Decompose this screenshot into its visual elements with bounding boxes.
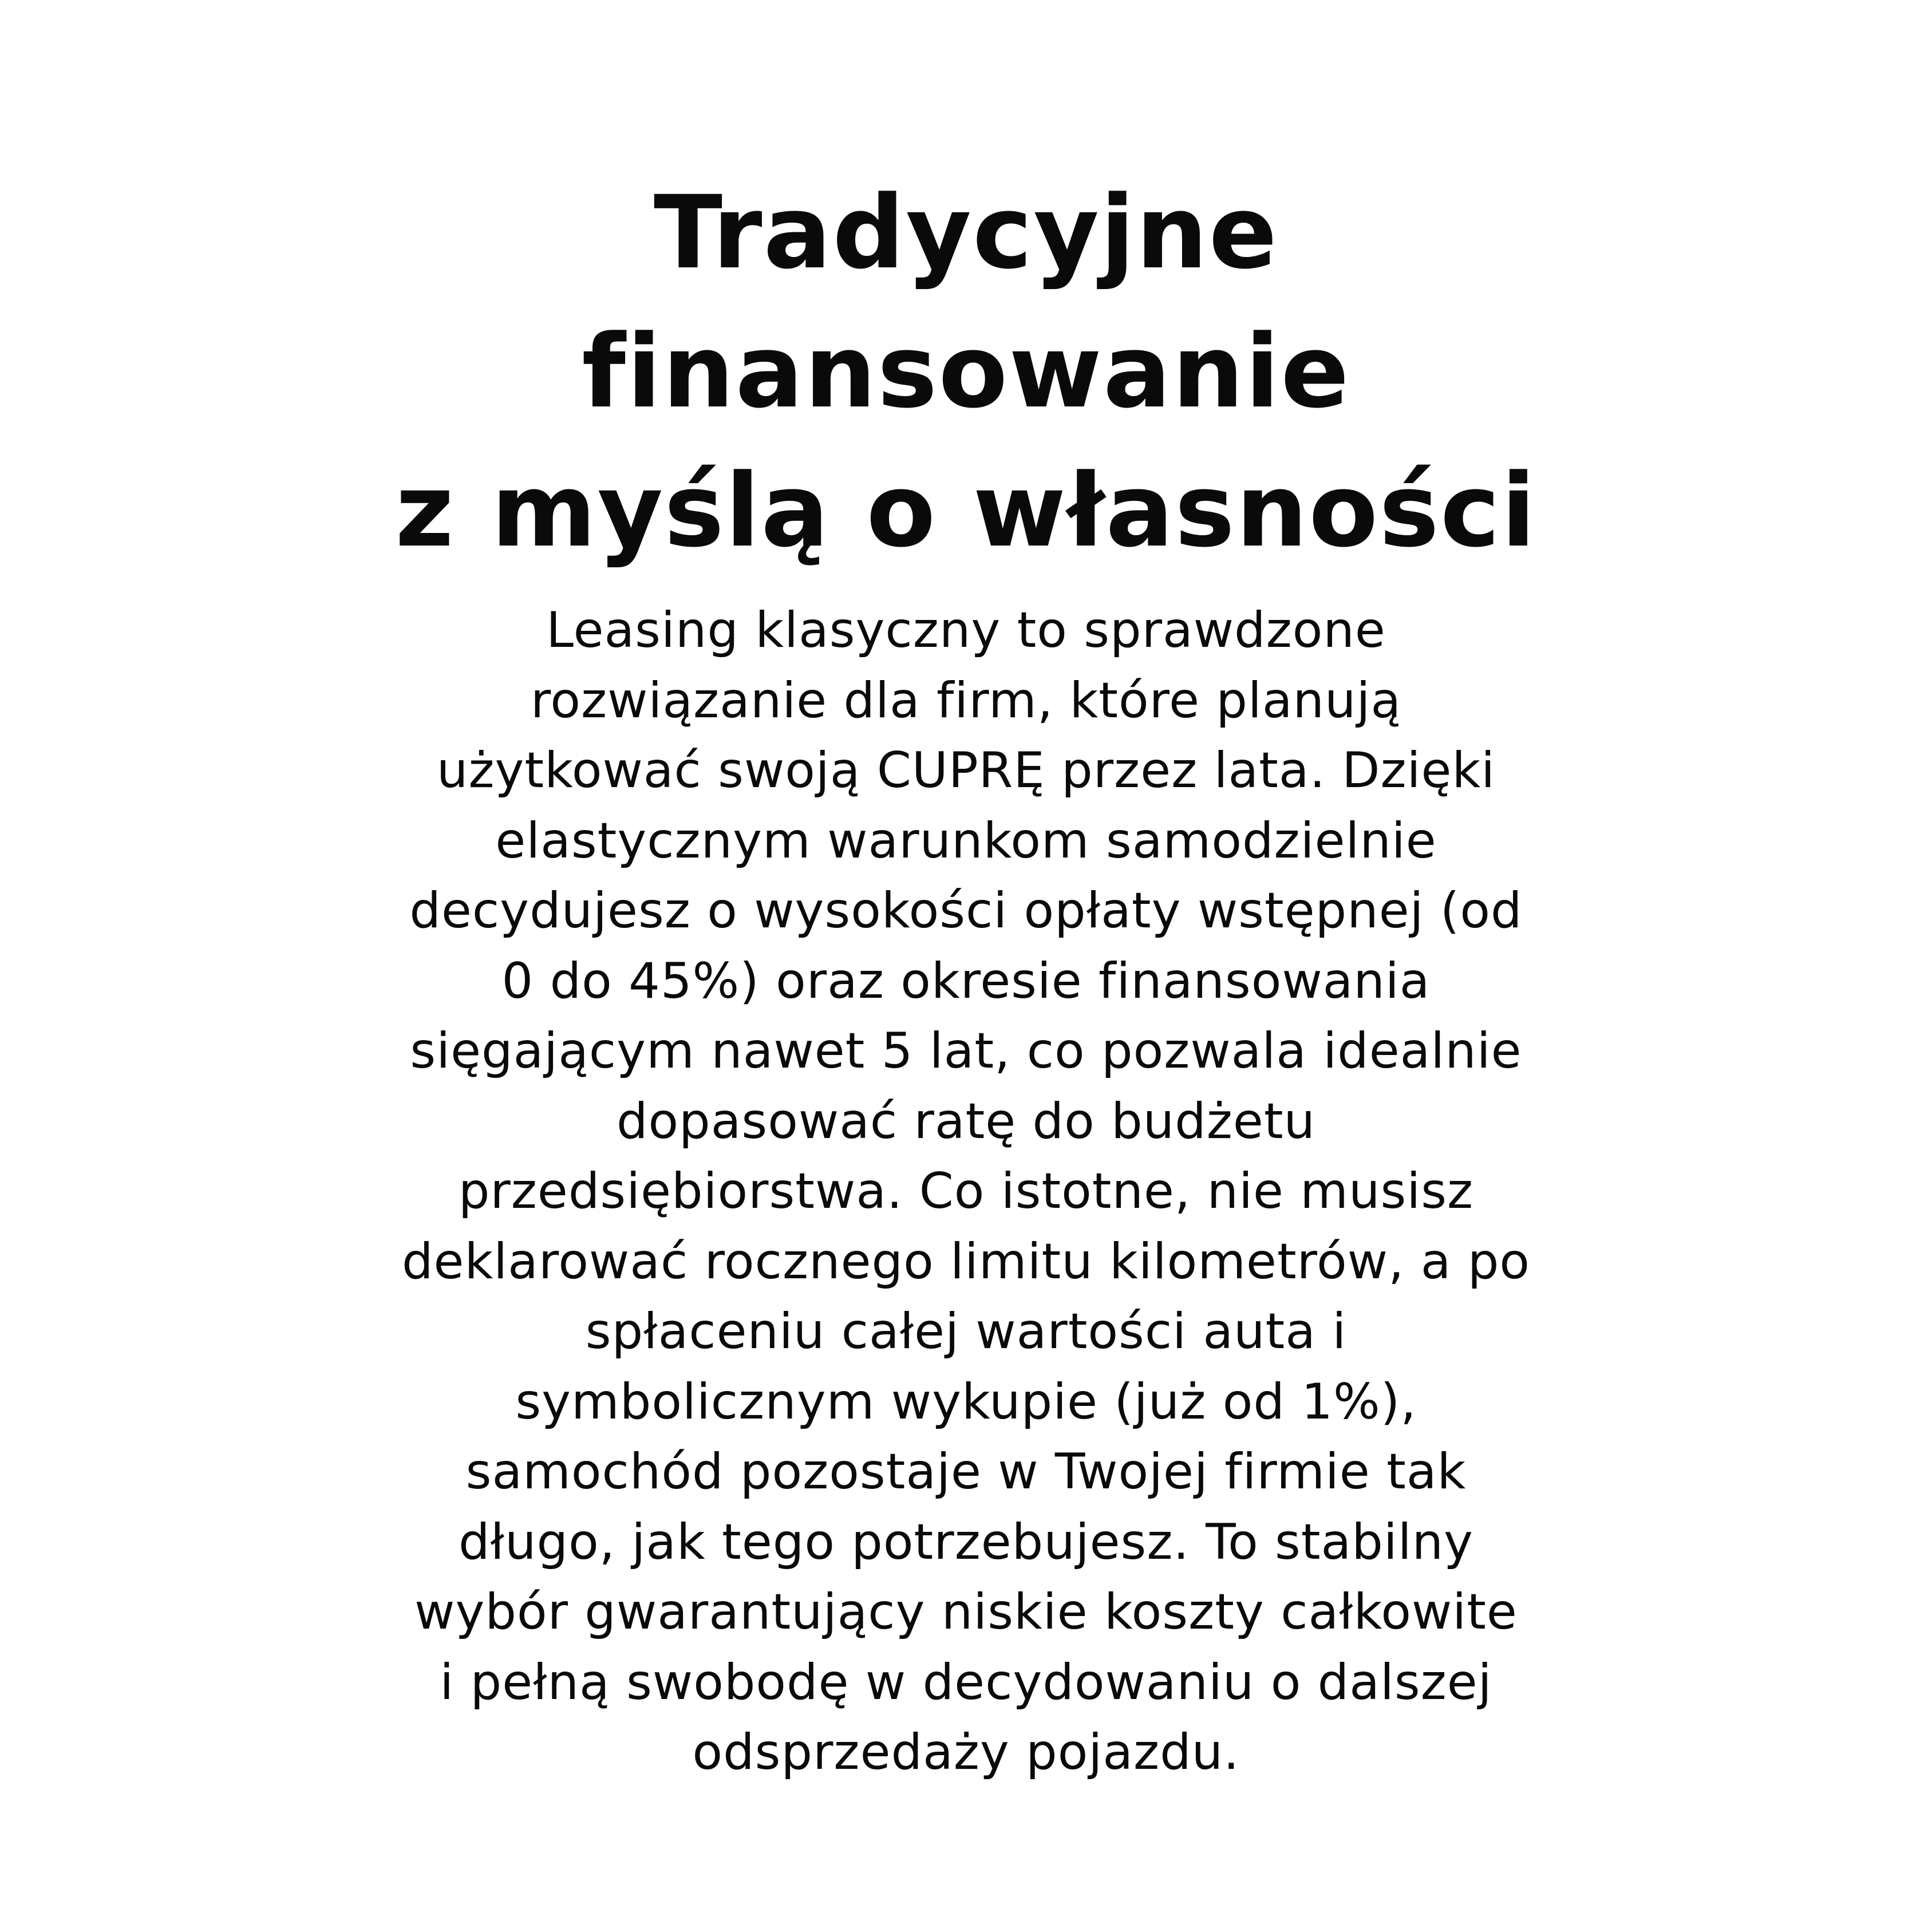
body-line: sięgającym nawet 5 lat, co pozwala idealnie (410, 1022, 1522, 1080)
body-line: dopasować ratę do budżetu (616, 1092, 1316, 1150)
title-line: Tradycyjne (653, 174, 1279, 291)
title-line: finansowanie (582, 313, 1350, 430)
body-line: długo, jak tego potrzebujesz. To stabilny (458, 1513, 1474, 1571)
body-line: symbolicznym wykupie (już od 1%), (515, 1373, 1417, 1431)
body-paragraph (0, 595, 1932, 1788)
body-line: użytkować swoją CUPRĘ przez lata. Dzięki (436, 742, 1496, 799)
page-title (0, 163, 1932, 580)
body-line: rozwiązanie dla firm, które planują (530, 671, 1402, 729)
body-line: i pełną swobodę w decydowaniu o dalszej (440, 1653, 1492, 1711)
body-line: spłaceniu całej wartości auta i (585, 1303, 1347, 1360)
body-line: deklarować rocznego limitu kilometrów, a po (401, 1232, 1531, 1290)
body-line: 0 do 45%) oraz okresie finansowania (501, 952, 1431, 1010)
title-line: z myślą o własności (395, 452, 1537, 570)
body-line: Leasing klasyczny to sprawdzone (546, 602, 1386, 659)
body-line: elastycznym warunkom samodzielnie (495, 812, 1437, 870)
body-line: przedsiębiorstwa. Co istotne, nie musisz (458, 1163, 1474, 1220)
body-line: decydujesz o wysokości opłaty wstępnej (od (409, 882, 1523, 939)
body-line: wybór gwarantujący niskie koszty całkowite (414, 1583, 1518, 1641)
body-line: samochód pozostaje w Twojej firmie tak (465, 1443, 1467, 1500)
body-line: odsprzedaży pojazdu. (692, 1724, 1240, 1781)
